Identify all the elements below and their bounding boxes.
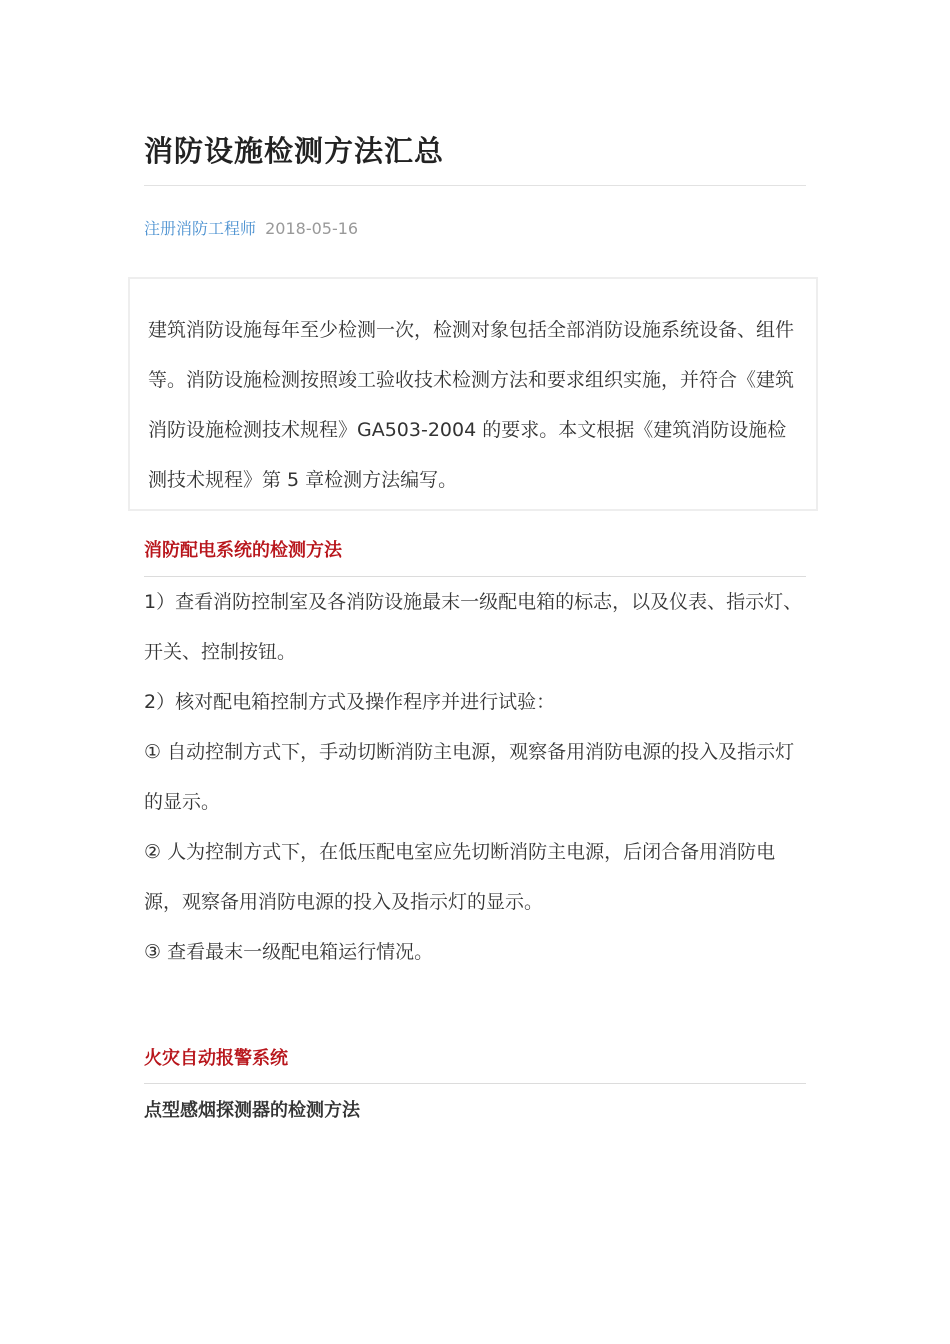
section-divider <box>144 1083 806 1084</box>
publish-date: 2018-05-16 <box>265 219 359 238</box>
section-title-fire-alarm: 火灾自动报警系统 <box>144 1048 288 1069</box>
article-meta <box>144 217 358 241</box>
paragraph: 1）查看消防控制室及各消防设施最末一级配电箱的标志，以及仪表、指示灯、开关、控制按钮。 <box>144 591 803 663</box>
subheading-smoke-detector: 点型感烟探测器的检测方法 <box>144 1100 360 1121</box>
title-divider <box>144 185 806 186</box>
section-title-power-distribution: 消防配电系统的检测方法 <box>144 540 342 561</box>
paragraph: ① 自动控制方式下，手动切断消防主电源，观察备用消防电源的投入及指示灯的显示。 <box>144 741 795 813</box>
paragraph: 2）核对配电箱控制方式及操作程序并进行试验： <box>144 691 556 713</box>
author-link[interactable]: 注册消防工程师 <box>144 219 257 238</box>
article-title: 消防设施检测方法汇总 <box>144 134 445 168</box>
summary-text: 建筑消防设施每年至少检测一次，检测对象包括全部消防设施系统设备、组件等。消防设施检测按照竣工验收技术检测方法和要求组织实施，并符合《建筑消防设施检测技术规程》GA503-2004 的要求。本文根据《建筑消防设施检测技术规程》第 5 章检测方法编写。 <box>148 319 795 491</box>
section-body-power-distribution <box>144 577 806 977</box>
paragraph: ② 人为控制方式下，在低压配电室应先切断消防主电源，后闭合备用消防电源，观察备用消防电源的投入及指示灯的显示。 <box>144 841 776 913</box>
summary-box <box>128 277 818 511</box>
paragraph: ③ 查看最末一级配电箱运行情况。 <box>144 941 434 963</box>
